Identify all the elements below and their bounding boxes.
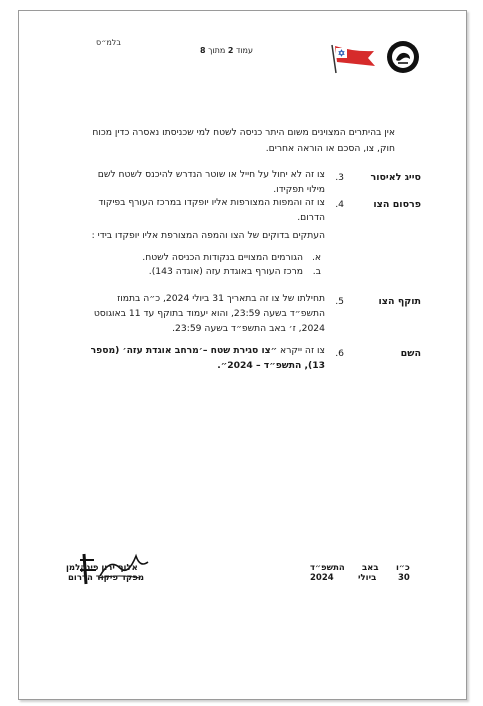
section-5-title: תוקף הצו: [378, 296, 421, 307]
section-3-number: 3.: [335, 172, 344, 183]
copy-b-text: מרכז העורף באוגדת עזה (אוגדה 143).: [148, 266, 303, 277]
section-6-order-name: ״צו סגירת שטח –׳מרחב אוגדת עזה׳ (מספר 13), התשפ״ד – 2024״.: [90, 345, 325, 371]
page-of: מתוך: [208, 46, 226, 55]
section-6-number: 6.: [335, 348, 344, 359]
section-6-text: [85, 343, 325, 373]
date-greg-day: 30: [398, 573, 410, 583]
section-4-number: 4.: [335, 199, 344, 210]
date-greg-year: 2024: [310, 573, 334, 583]
copies-intro: העתקים בדוקים של הצו והמפה המצורפת אליו יופקדו בידי :: [91, 230, 325, 241]
page-number: [200, 46, 253, 55]
section-4-text: צו זה והמפות המצורפות אליו יופקדו במרכז העורף בפיקוד הדרום.: [98, 197, 325, 223]
section-4-title: פרסום הצו: [373, 199, 421, 210]
signer-name: אלוף ירון פינקלמן: [66, 563, 138, 573]
date-hebrew-year: התשפ״ד: [310, 563, 345, 573]
section-6-text-prefix: צו זה ייקרא: [277, 345, 325, 356]
copy-a-letter: א.: [311, 252, 321, 263]
section-5-number: 5.: [335, 296, 344, 307]
command-emblem-logo: [386, 40, 420, 74]
section-3-title: סייג לאיסור: [370, 172, 421, 183]
signer-title: מפקד פיקוד הדרום: [68, 573, 144, 583]
copy-b-letter: ב.: [312, 266, 321, 277]
date-hebrew-day: כ״ו: [396, 563, 410, 573]
section-5-text: תחילתו של צו זה בתאריך 31 ביולי 2024, כ״ה בתמוז התשפ״ד בשעה 23:59, והוא יעמוד בתוקף עד 11 באוגוסט 2024, ז׳ באב התשפ״ד בשעה 23:59.: [93, 293, 325, 334]
intro-paragraph: אין בהיתרים המצוינים משום היתר כניסה לשטח למי שכניסתו נאסרה כדין מכוח חוק, צו, הסכם או הוראה אחרים.: [92, 127, 395, 154]
page-current: 2: [227, 46, 234, 55]
section-6-title: השם: [400, 348, 421, 359]
section-3-text: צו זה לא יחול על חייל או שוטר הנדרש להיכנס לשטח לשם מילוי תפקידו.: [97, 169, 325, 195]
idf-flag-logo: [328, 42, 376, 74]
date-greg-month: ביולי: [358, 573, 377, 583]
page-label: עמוד: [235, 46, 253, 55]
page-total: 8: [200, 46, 206, 55]
copy-a-text: הגורמים המצויים בנקודות הכניסה לשטח.: [142, 252, 303, 263]
classification-label: בלמ״ס: [96, 38, 121, 47]
date-hebrew-month: באב: [362, 563, 379, 573]
